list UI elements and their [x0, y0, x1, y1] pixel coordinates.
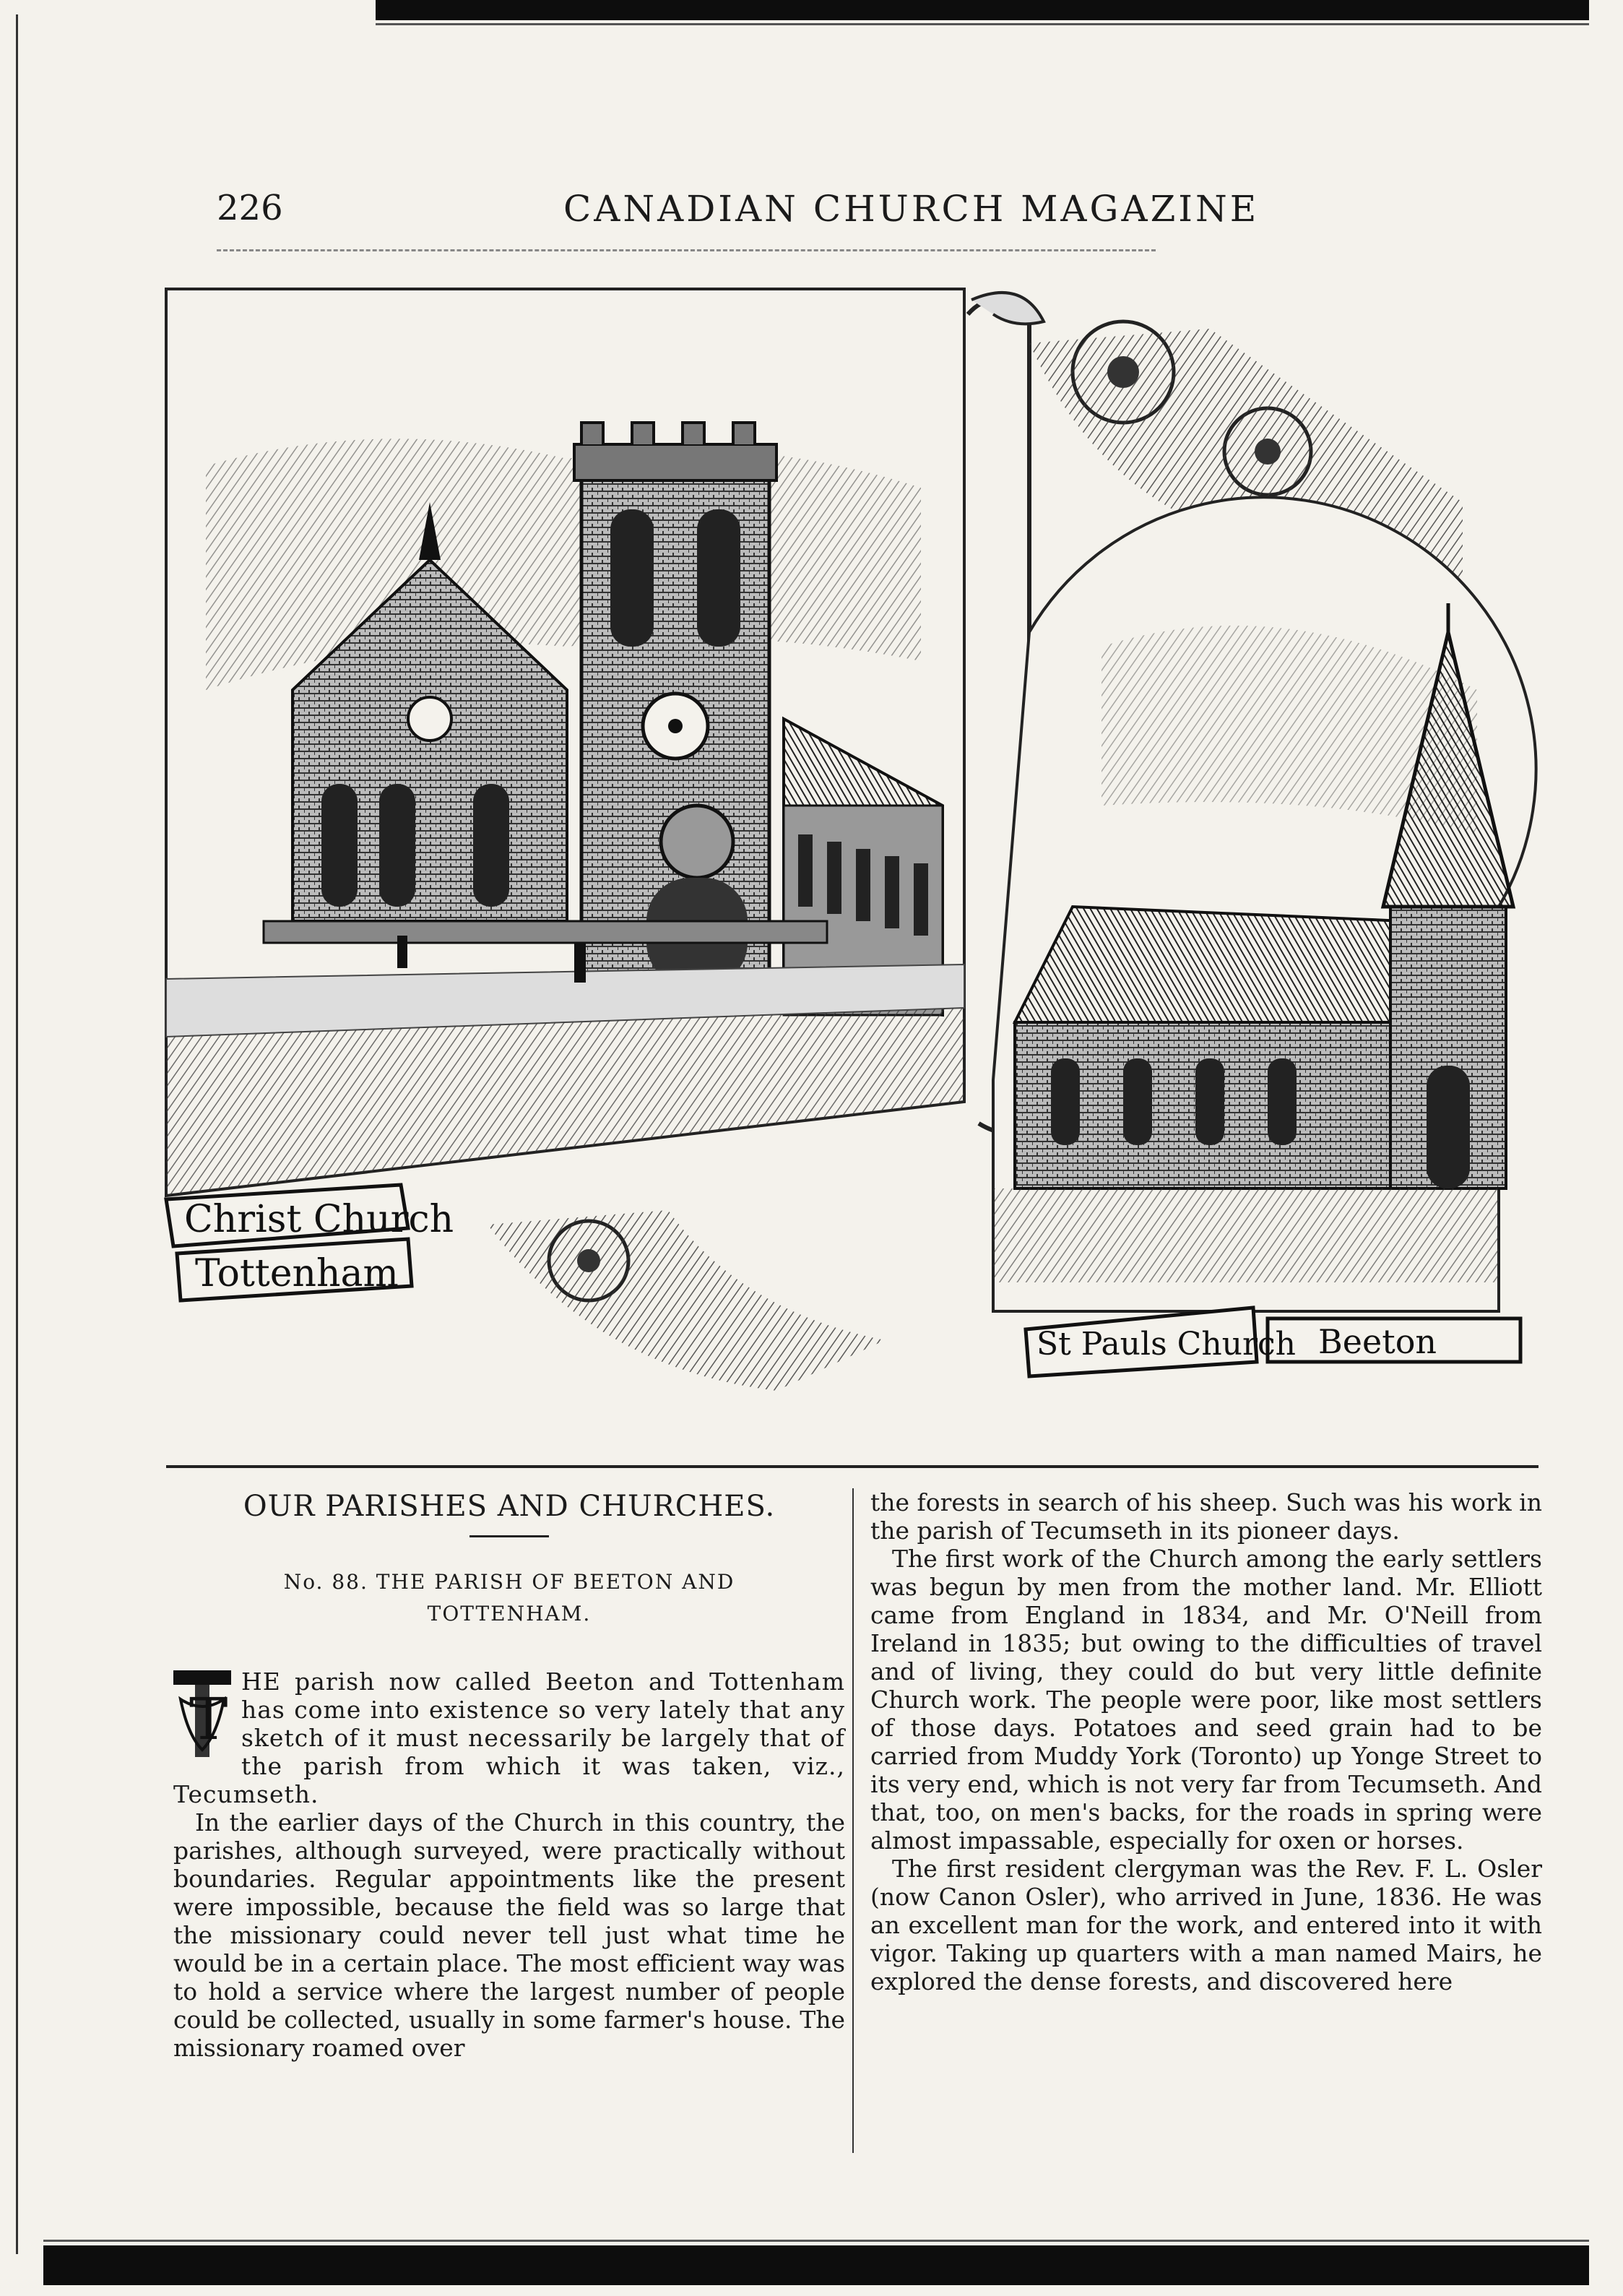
rose-decoration-bottom — [488, 1210, 885, 1391]
page-header — [217, 188, 1473, 246]
dropcap-ornament — [173, 1670, 231, 1779]
column-divider — [852, 1488, 854, 2153]
article-subtitle — [173, 1566, 845, 1630]
beeton-label: Beeton — [1318, 1322, 1437, 1361]
page-number: 226 — [217, 188, 283, 228]
header-rule — [217, 249, 1156, 251]
article-column-left — [173, 1488, 845, 2062]
paragraph-4: The first work of the Church among the early settlers was begun by men from the mother land. Mr. Elliott came from England in 1834, and Mr. O'Neill from Ireland in 1835; but owing to the difficulties of travel and of living, they could do but very little definite Church work. The people were poor, like most settlers of those days. Potatoes and seed grain had to be carried from Muddy York (Toronto) up Yonge Street to its very end, which is not very far from Tecumseth. And that, too, on men's backs, for the roads in spring were almost impassable, especially for oxen or horses. — [870, 1545, 1542, 1855]
article-title: OUR PARISHES AND CHURCHES. — [243, 1490, 776, 1523]
bottom-rule — [43, 2240, 1589, 2242]
christ-church-panel — [166, 289, 964, 1196]
christ-church-banner — [166, 1185, 454, 1300]
article-column-right — [870, 1488, 1542, 1995]
st-pauls-banner — [1026, 1308, 1520, 1376]
bottom-scan-border — [43, 2245, 1589, 2285]
illustration-rule — [166, 1465, 1538, 1468]
subtitle-line-1: No. 88. THE PARISH OF BEETON AND — [283, 1570, 735, 1594]
paragraph-1 — [173, 1667, 845, 1808]
st-pauls-church-label: St Pauls Church — [1036, 1326, 1297, 1363]
title-rule — [469, 1535, 549, 1537]
tottenham-label: Tottenham — [195, 1252, 399, 1295]
paragraph-1-text: HE parish now called Beeton and Tottenham has come into existence so very lately that any sketch of it must necessarily be largely that of the parish from which it was taken, viz., Tecumseth. — [173, 1667, 845, 1808]
page-binding-edge — [0, 14, 18, 2254]
magazine-title: CANADIAN CHURCH MAGAZINE — [563, 188, 1260, 230]
christ-church-label: Christ Church — [184, 1198, 454, 1241]
subtitle-line-2: TOTTENHAM. — [427, 1602, 592, 1626]
paragraph-3: the forests in search of his sheep. Such was his work in the parish of Tecumseth in its pioneer days. — [870, 1488, 1542, 1545]
church-illustration — [163, 285, 1538, 1438]
st-pauls-church-panel — [993, 497, 1536, 1311]
paragraph-5: The first resident clergyman was the Rev. F. L. Osler (now Canon Osler), who arrived in June, 1836. He was an excellent man for the work, and entered into it with vigor. Taking up quarters with a man named Mairs, he explored the dense forests, and discovered here — [870, 1855, 1542, 1995]
paragraph-2: In the earlier days of the Church in this country, the parishes, although surveyed, were practically without boundaries. Regular appointments like the present were impossible, because the field was so large that the missionary could never tell just what time he would be in a certain place. The most efficient way was to hold a service where the largest number of people could be collected, usually in some farmer's house. The missionary roamed over — [173, 1808, 845, 2062]
top-rule — [376, 23, 1589, 25]
top-scan-border — [376, 0, 1589, 20]
dropcap-letter: T — [189, 1686, 228, 1753]
